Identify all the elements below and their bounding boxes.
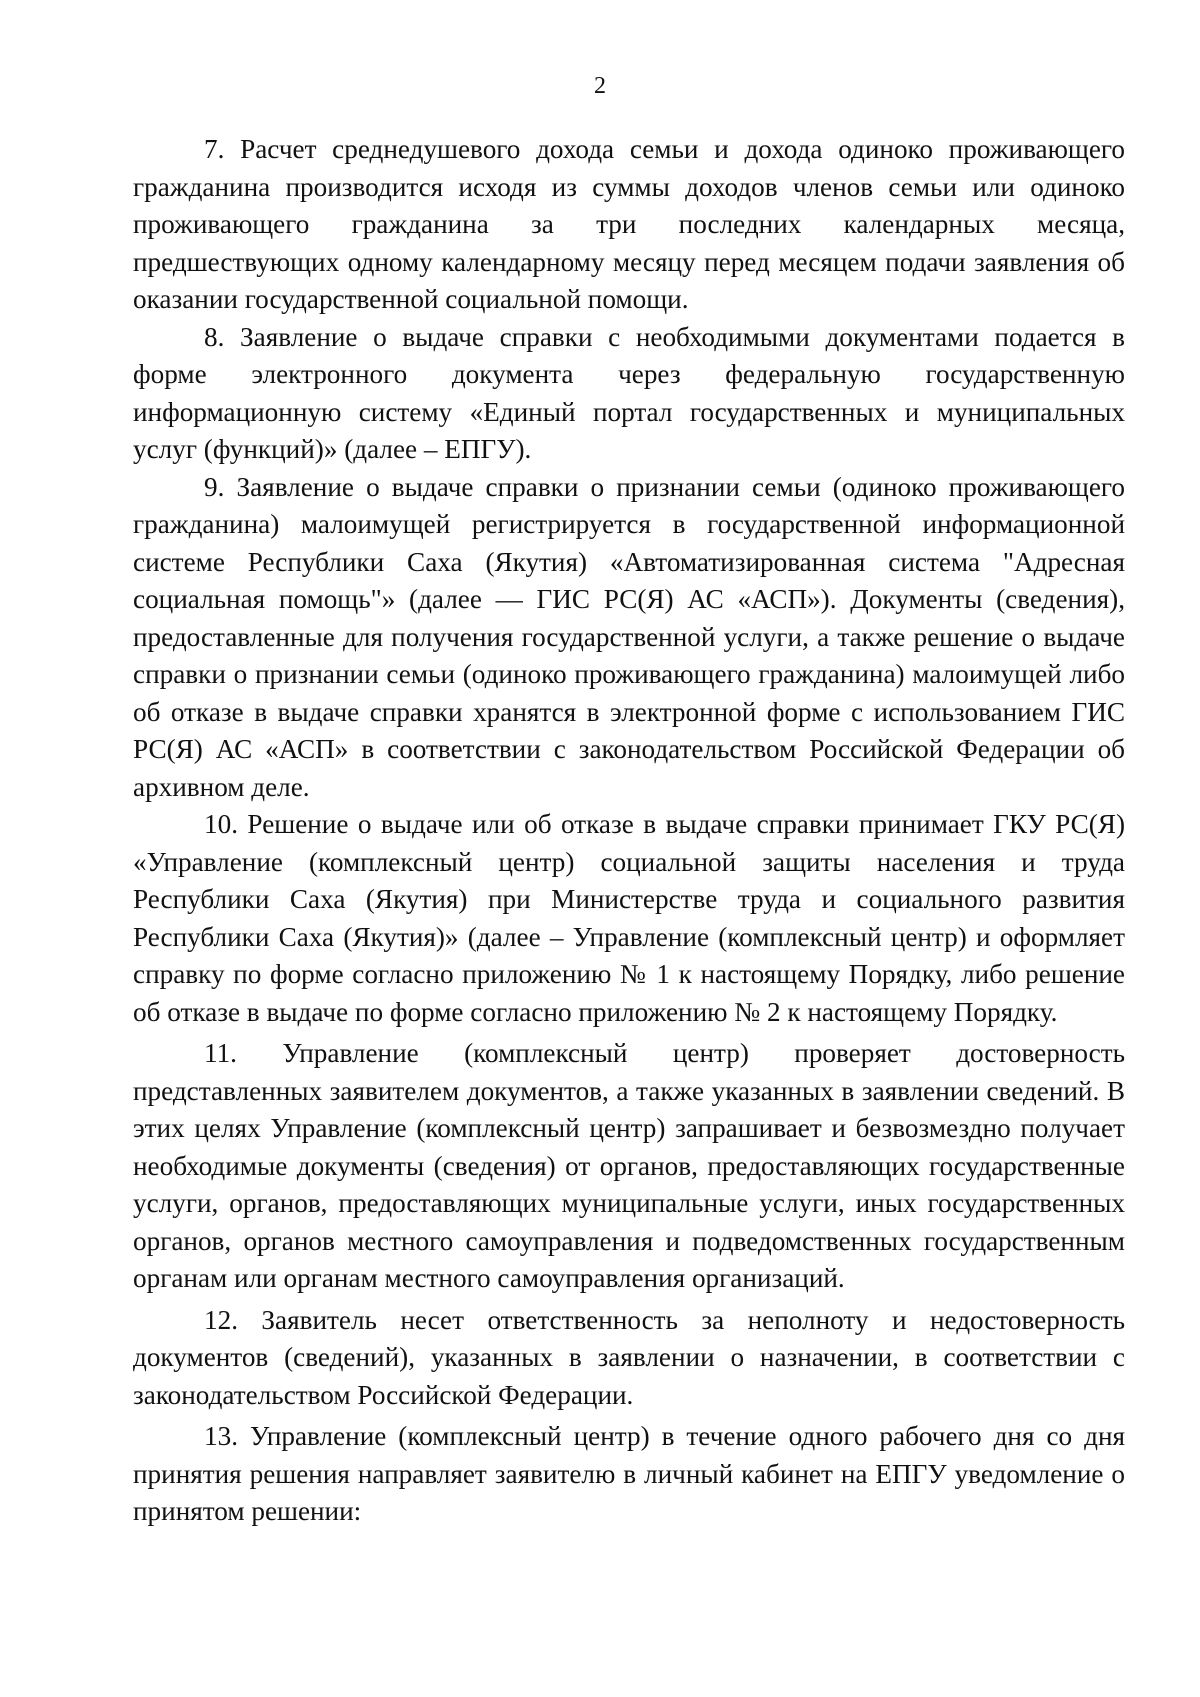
document-body — [133, 131, 1125, 1531]
paragraph-11: 11. Управление (комплексный центр) проверяет достоверность представленных заявителем документов, а также указанных в заявлении сведений. В этих целях Управление (комплексный центр) запрашивает и безвозмездно получает необходимые документы (сведения) от органов, предоставляющих государственные услуги, органов, предоставляющих муниципальные услуги, иных государственных органов, органов местного самоуправления и подведомственных государственным органам или органам местного самоуправления организаций. — [133, 1038, 1125, 1293]
paragraph-13: 13. Управление (комплексный центр) в течение одного рабочего дня со дня принятия решения направляет заявителю в личный кабинет на ЕПГУ уведомление о принятом решении: — [133, 1421, 1125, 1526]
paragraph-12: 12. Заявитель несет ответственность за неполноту и недостоверность документов (сведений), указанных в заявлении о назначении, в соответствии с законодательством Российской Федерации. — [133, 1304, 1125, 1410]
paragraph-10: 10. Решение о выдаче или об отказе в выдаче справки принимает ГКУ РС(Я) «Управление (комплексный центр) социальной защиты населения и труда Республики Саха (Якутия) при Министерстве труда и социального развития Республики Саха (Якутия)» (далее – Управление (комплексный центр) и оформляет справку по форме согласно приложению № 1 к настоящему Порядку, либо решение об отказе в выдаче по форме согласно приложению № 2 к настоящему Порядку. — [133, 809, 1125, 1027]
paragraph-9: 9. Заявление о выдаче справки о признании семьи (одиноко проживающего гражданина) малоимущей регистрируется в государственной информационной системе Республики Саха (Якутия) «Автоматизированная система "Адресная социальная помощь"» (далее — ГИС РС(Я) АС «АСП»). Документы (сведения), предоставленные для получения государственной услуги, а также решение о выдаче справки о признании семьи (одиноко проживающего гражданина) малоимущей либо об отказе в выдаче справки хранятся в электронной форме с использованием ГИС РС(Я) АС «АСП» в соответствии с законодательством Российской Федерации об архивном деле. — [133, 471, 1125, 802]
paragraph-8: 8. Заявление о выдаче справки с необходимыми документами подается в форме электронного документа через федеральную государственную информационную систему «Единый портал государственных и муниципальных услуг (функций)» (далее – ЕПГУ). — [133, 321, 1125, 464]
page-number: 2 — [594, 73, 606, 99]
paragraph-7: 7. Расчет среднедушевого дохода семьи и дохода одиноко проживающего гражданина производится исходя из суммы доходов членов семьи или одиноко проживающего гражданина за три последних календарных месяца, предшествующих одному календарному месяцу перед месяцем подачи заявления об оказании государственной социальной помощи. — [133, 134, 1125, 314]
